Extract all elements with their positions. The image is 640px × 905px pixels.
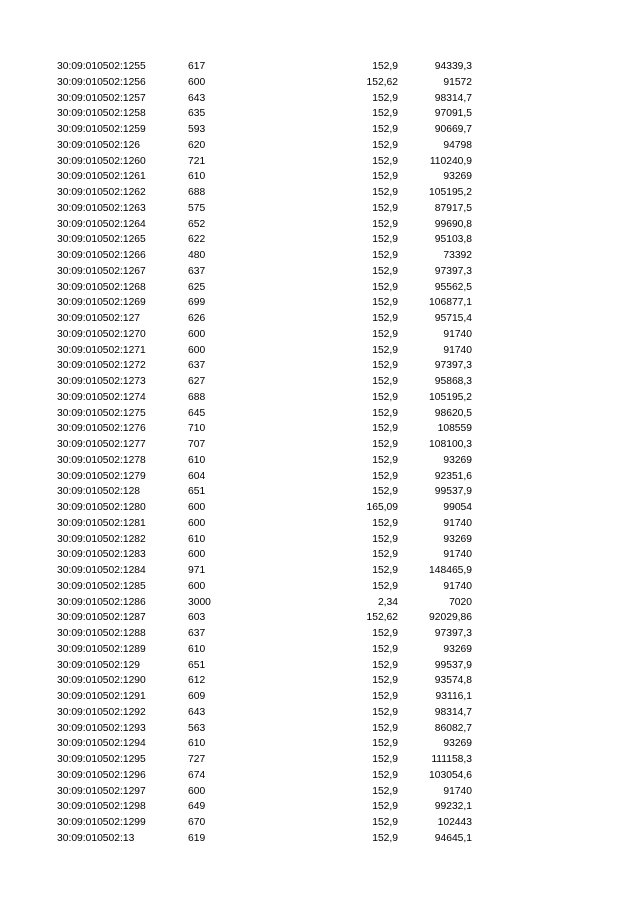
value-cell: 86082,7 <box>434 722 472 734</box>
cadastral-number-cell: 30:09:010502:1267 <box>57 265 146 277</box>
cadastral-number-cell: 30:09:010502:128 <box>57 486 141 498</box>
cadastral-number-cell: 30:09:010502:127 <box>57 313 141 324</box>
rate-cell: 152,9 <box>372 486 398 498</box>
rate-cell: 152,9 <box>372 250 398 261</box>
value-cell: 93574,8 <box>434 675 472 687</box>
table-row <box>0 185 640 201</box>
value-cell: 99537,9 <box>434 486 472 498</box>
cadastral-number-cell: 30:09:010502:1282 <box>57 533 146 545</box>
rate-cell: 152,9 <box>372 155 398 167</box>
cadastral-number-cell: 30:09:010502:13 <box>57 832 135 844</box>
rate-cell: 152,9 <box>372 517 398 529</box>
table-row <box>0 406 640 422</box>
value-cell: 91740 <box>443 549 472 561</box>
area-cell: 593 <box>188 124 206 135</box>
value-cell: 98620,5 <box>434 407 472 419</box>
cadastral-number-cell: 30:09:010502:1284 <box>57 565 146 576</box>
area-cell: 600 <box>188 344 206 356</box>
cadastral-number-cell: 30:09:010502:1257 <box>57 92 146 104</box>
table-row <box>0 469 640 485</box>
value-cell: 93116,1 <box>435 691 472 702</box>
area-cell: 610 <box>188 738 206 750</box>
table-row <box>0 248 640 264</box>
rate-cell: 152,9 <box>372 659 398 671</box>
value-cell: 93269 <box>443 533 472 545</box>
value-cell: 91740 <box>443 328 472 340</box>
value-cell: 92351,6 <box>434 470 472 482</box>
area-cell: 627 <box>188 376 206 387</box>
area-cell: 603 <box>188 612 206 624</box>
cadastral-number-cell: 30:09:010502:1270 <box>57 328 146 340</box>
cadastral-number-cell: 30:09:010502:1256 <box>57 76 146 88</box>
table-row <box>0 579 640 595</box>
cadastral-number-cell: 30:09:010502:1275 <box>57 407 146 419</box>
value-cell: 91740 <box>443 344 472 356</box>
rate-cell: 152,9 <box>372 643 398 655</box>
area-cell: 600 <box>188 785 206 797</box>
value-cell: 148465,9 <box>429 565 472 576</box>
value-cell: 73392 <box>443 250 472 261</box>
cadastral-number-cell: 30:09:010502:1279 <box>57 470 146 482</box>
rate-cell: 152,62 <box>366 76 398 88</box>
table-row <box>0 547 640 563</box>
rate-cell: 152,9 <box>372 580 398 592</box>
area-cell: 620 <box>188 139 206 151</box>
rate-cell: 152,9 <box>372 754 398 765</box>
table-row <box>0 374 640 390</box>
table-row <box>0 91 640 107</box>
value-cell: 97397,3 <box>434 265 472 277</box>
table-row <box>0 327 640 343</box>
table-row <box>0 453 640 469</box>
cadastral-number-cell: 30:09:010502:129 <box>57 659 141 671</box>
cadastral-number-cell: 30:09:010502:1278 <box>57 454 146 466</box>
area-cell: 600 <box>188 502 206 513</box>
rate-cell: 152,9 <box>372 376 398 387</box>
table-row <box>0 831 640 847</box>
rate-cell: 165,09 <box>366 502 398 513</box>
rate-cell: 152,9 <box>372 265 398 277</box>
area-cell: 652 <box>188 218 206 230</box>
cadastral-number-cell: 30:09:010502:1265 <box>57 234 146 246</box>
rate-cell: 152,9 <box>372 454 398 466</box>
cadastral-number-cell: 30:09:010502:1255 <box>57 61 146 72</box>
table-row <box>0 421 640 437</box>
rate-cell: 152,9 <box>372 108 398 120</box>
area-cell: 622 <box>188 234 206 246</box>
area-cell: 971 <box>188 565 206 576</box>
area-cell: 610 <box>188 454 206 466</box>
area-cell: 600 <box>188 580 206 592</box>
rate-cell: 152,9 <box>372 738 398 750</box>
rate-cell: 152,9 <box>372 785 398 797</box>
rate-cell: 152,9 <box>372 360 398 372</box>
rate-cell: 152,9 <box>372 549 398 561</box>
area-cell: 600 <box>188 517 206 529</box>
rate-cell: 152,9 <box>372 187 398 198</box>
cadastral-number-cell: 30:09:010502:1274 <box>57 391 146 403</box>
rate-cell: 152,9 <box>372 281 398 293</box>
cadastral-number-cell: 30:09:010502:1294 <box>57 738 146 750</box>
value-cell: 93269 <box>443 643 472 655</box>
cadastral-number-cell: 30:09:010502:1290 <box>57 675 146 687</box>
area-cell: 645 <box>188 407 206 419</box>
table-row <box>0 516 640 532</box>
table-row <box>0 721 640 737</box>
table-row <box>0 437 640 453</box>
cadastral-number-cell: 30:09:010502:1277 <box>57 439 146 450</box>
area-cell: 625 <box>188 281 206 293</box>
rate-cell: 152,9 <box>372 832 398 844</box>
value-cell: 94798 <box>443 139 472 151</box>
cadastral-number-cell: 30:09:010502:1271 <box>57 344 146 356</box>
area-cell: 727 <box>188 754 206 765</box>
value-cell: 111158,3 <box>431 754 472 765</box>
rate-cell: 152,9 <box>372 61 398 72</box>
cadastral-number-cell: 30:09:010502:1293 <box>57 722 146 734</box>
rate-cell: 152,9 <box>372 706 398 718</box>
value-cell: 91740 <box>443 580 472 592</box>
rate-cell: 152,9 <box>372 92 398 104</box>
value-cell: 105195,2 <box>429 391 472 403</box>
rate-cell: 2,34 <box>377 596 398 608</box>
cadastral-number-cell: 30:09:010502:1262 <box>57 187 146 198</box>
table-row <box>0 280 640 296</box>
rate-cell: 152,9 <box>372 801 398 813</box>
table-row <box>0 563 640 579</box>
value-cell: 95562,5 <box>434 281 472 293</box>
cadastral-number-cell: 30:09:010502:1266 <box>57 250 146 261</box>
value-cell: 99537,9 <box>434 659 472 671</box>
table-row <box>0 815 640 831</box>
cadastral-number-cell: 30:09:010502:1297 <box>57 785 146 797</box>
value-cell: 93269 <box>443 454 472 466</box>
value-cell: 110240,9 <box>429 155 472 167</box>
table-row <box>0 138 640 154</box>
cadastral-number-cell: 30:09:010502:1268 <box>57 281 146 293</box>
value-cell: 98314,7 <box>434 92 472 104</box>
cadastral-number-cell: 30:09:010502:1273 <box>57 376 146 387</box>
table-row <box>0 610 640 626</box>
value-cell: 87917,5 <box>434 202 472 214</box>
rate-cell: 152,9 <box>372 722 398 734</box>
area-cell: 688 <box>188 391 206 403</box>
area-cell: 670 <box>188 817 206 828</box>
value-cell: 97397,3 <box>434 360 472 372</box>
area-cell: 699 <box>188 297 206 309</box>
rate-cell: 152,9 <box>372 769 398 781</box>
rate-cell: 152,9 <box>372 691 398 702</box>
rate-cell: 152,9 <box>372 297 398 309</box>
cadastral-number-cell: 30:09:010502:1287 <box>57 612 146 624</box>
table-row <box>0 673 640 689</box>
table-row <box>0 358 640 374</box>
rate-cell: 152,9 <box>372 171 398 183</box>
area-cell: 637 <box>188 360 206 372</box>
cadastral-number-cell: 30:09:010502:1289 <box>57 643 146 655</box>
rate-cell: 152,9 <box>372 817 398 828</box>
value-cell: 94645,1 <box>434 832 472 844</box>
cadastral-number-cell: 30:09:010502:1285 <box>57 580 146 592</box>
value-cell: 99690,8 <box>434 218 472 230</box>
area-cell: 637 <box>188 265 206 277</box>
table-row <box>0 106 640 122</box>
table-row <box>0 799 640 815</box>
cadastral-number-cell: 30:09:010502:1280 <box>57 502 146 513</box>
rate-cell: 152,9 <box>372 439 398 450</box>
value-cell: 108100,3 <box>429 439 472 450</box>
rate-cell: 152,9 <box>372 218 398 230</box>
rate-cell: 152,9 <box>372 344 398 356</box>
cadastral-number-cell: 30:09:010502:1272 <box>57 360 146 372</box>
area-cell: 649 <box>188 801 206 813</box>
area-cell: 610 <box>188 643 206 655</box>
value-cell: 91740 <box>443 785 472 797</box>
table-row <box>0 75 640 91</box>
area-cell: 643 <box>188 706 206 718</box>
value-cell: 108559 <box>437 423 472 435</box>
area-cell: 619 <box>188 832 206 844</box>
value-cell: 97091,5 <box>434 108 472 120</box>
cadastral-number-cell: 30:09:010502:126 <box>57 139 141 151</box>
area-cell: 721 <box>188 155 206 167</box>
area-cell: 635 <box>188 108 206 120</box>
value-cell: 93269 <box>443 738 472 750</box>
cadastral-number-cell: 30:09:010502:1296 <box>57 769 146 781</box>
table-row <box>0 201 640 217</box>
cadastral-number-cell: 30:09:010502:1291 <box>57 691 146 702</box>
value-cell: 102443 <box>437 817 472 828</box>
table-row <box>0 500 640 516</box>
cadastral-number-cell: 30:09:010502:1263 <box>57 202 146 214</box>
area-cell: 626 <box>188 313 206 324</box>
rate-cell: 152,9 <box>372 675 398 687</box>
cadastral-number-cell: 30:09:010502:1258 <box>57 108 146 120</box>
value-cell: 91572 <box>443 76 472 88</box>
cadastral-number-cell: 30:09:010502:1281 <box>57 517 146 529</box>
cadastral-number-cell: 30:09:010502:1295 <box>57 754 146 765</box>
rate-cell: 152,9 <box>372 565 398 576</box>
rate-cell: 152,62 <box>366 612 398 624</box>
value-cell: 95103,8 <box>434 234 472 246</box>
area-cell: 612 <box>188 675 206 687</box>
cadastral-number-cell: 30:09:010502:1292 <box>57 706 146 718</box>
cadastral-number-cell: 30:09:010502:1283 <box>57 549 146 561</box>
area-cell: 688 <box>188 187 206 198</box>
value-cell: 95715,4 <box>434 313 472 324</box>
rate-cell: 152,9 <box>372 407 398 419</box>
cadastral-number-cell: 30:09:010502:1288 <box>57 628 146 639</box>
value-cell: 105195,2 <box>429 187 472 198</box>
table-row <box>0 658 640 674</box>
cadastral-number-cell: 30:09:010502:1264 <box>57 218 146 230</box>
value-cell: 95868,3 <box>434 376 472 387</box>
table-row <box>0 595 640 611</box>
table-row <box>0 122 640 138</box>
area-cell: 651 <box>188 659 206 671</box>
table-row <box>0 484 640 500</box>
value-cell: 98314,7 <box>434 706 472 718</box>
rate-cell: 152,9 <box>372 202 398 214</box>
table-row <box>0 232 640 248</box>
table-row <box>0 343 640 359</box>
cadastral-number-cell: 30:09:010502:1276 <box>57 423 146 435</box>
value-cell: 91740 <box>443 517 472 529</box>
area-cell: 480 <box>188 250 206 261</box>
area-cell: 643 <box>188 92 206 104</box>
area-cell: 600 <box>188 76 206 88</box>
table-row <box>0 532 640 548</box>
rate-cell: 152,9 <box>372 124 398 135</box>
value-cell: 94339,3 <box>434 61 472 72</box>
area-cell: 610 <box>188 171 206 183</box>
cadastral-number-cell: 30:09:010502:1261 <box>57 171 146 183</box>
area-cell: 637 <box>188 628 206 639</box>
area-cell: 604 <box>188 470 206 482</box>
area-cell: 575 <box>188 202 206 214</box>
table-row <box>0 784 640 800</box>
area-cell: 600 <box>188 328 206 340</box>
rate-cell: 152,9 <box>372 313 398 324</box>
value-cell: 90669,7 <box>434 124 472 135</box>
value-cell: 7020 <box>449 596 472 608</box>
rate-cell: 152,9 <box>372 234 398 246</box>
area-cell: 600 <box>188 549 206 561</box>
table-row <box>0 736 640 752</box>
table-row <box>0 752 640 768</box>
value-cell: 92029,86 <box>429 612 472 624</box>
area-cell: 610 <box>188 533 206 545</box>
cadastral-number-cell: 30:09:010502:1298 <box>57 801 146 813</box>
table-row <box>0 390 640 406</box>
value-cell: 99232,1 <box>434 801 472 813</box>
table-row <box>0 705 640 721</box>
value-cell: 97397,3 <box>434 628 472 639</box>
rate-cell: 152,9 <box>372 139 398 151</box>
area-cell: 710 <box>188 423 206 435</box>
area-cell: 563 <box>188 722 206 734</box>
data-table <box>0 59 640 847</box>
value-cell: 93269 <box>443 171 472 183</box>
cadastral-number-cell: 30:09:010502:1299 <box>57 817 146 828</box>
area-cell: 674 <box>188 769 206 781</box>
table-row <box>0 642 640 658</box>
table-row <box>0 264 640 280</box>
table-row <box>0 59 640 75</box>
table-row <box>0 626 640 642</box>
rate-cell: 152,9 <box>372 628 398 639</box>
area-cell: 609 <box>188 691 206 702</box>
area-cell: 651 <box>188 486 206 498</box>
rate-cell: 152,9 <box>372 470 398 482</box>
table-row <box>0 295 640 311</box>
table-row <box>0 217 640 233</box>
cadastral-number-cell: 30:09:010502:1269 <box>57 297 146 309</box>
value-cell: 103054,6 <box>429 769 472 781</box>
table-row <box>0 689 640 705</box>
cadastral-number-cell: 30:09:010502:1260 <box>57 155 146 167</box>
rate-cell: 152,9 <box>372 391 398 403</box>
rate-cell: 152,9 <box>372 533 398 545</box>
area-cell: 3000 <box>188 596 211 608</box>
table-row <box>0 311 640 327</box>
table-row <box>0 768 640 784</box>
area-cell: 707 <box>188 439 206 450</box>
cadastral-number-cell: 30:09:010502:1286 <box>57 596 146 608</box>
rate-cell: 152,9 <box>372 423 398 435</box>
rate-cell: 152,9 <box>372 328 398 340</box>
value-cell: 99054 <box>443 502 472 513</box>
area-cell: 617 <box>188 61 206 72</box>
value-cell: 106877,1 <box>429 297 472 309</box>
cadastral-number-cell: 30:09:010502:1259 <box>57 124 146 135</box>
table-row <box>0 154 640 170</box>
table-row <box>0 169 640 185</box>
